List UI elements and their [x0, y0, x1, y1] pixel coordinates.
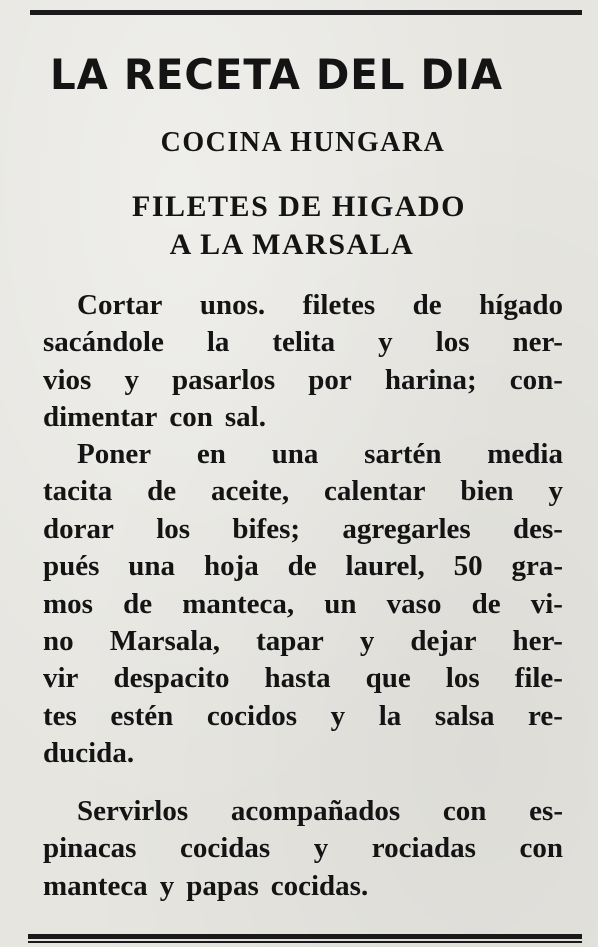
- cuisine-subtitle: COCINA HUNGARA: [160, 127, 446, 158]
- word: mos: [43, 587, 93, 620]
- text-line: [43, 436, 563, 473]
- word: dejar: [410, 625, 477, 658]
- word: bien: [460, 475, 514, 508]
- word: acompañados: [230, 795, 401, 827]
- top-rule: [30, 10, 582, 15]
- word: aceite,: [211, 475, 290, 508]
- text-line: [43, 660, 563, 697]
- word: her-: [512, 625, 563, 658]
- text-line: [43, 362, 563, 399]
- text-line: [43, 548, 563, 585]
- word: de: [471, 587, 501, 620]
- word: de: [412, 289, 442, 321]
- word: de: [123, 587, 153, 620]
- word: cocidas: [180, 832, 271, 865]
- word: Servirlos: [77, 795, 189, 827]
- word: Poner: [77, 438, 152, 470]
- column-title: LA RECETA DEL DIA: [50, 50, 504, 99]
- word: file-: [514, 662, 563, 695]
- word: con-: [509, 363, 563, 396]
- text-line: [43, 698, 563, 735]
- word: salsa: [434, 699, 495, 732]
- dish-name-line-1: FILETES DE HIGADO: [132, 190, 466, 223]
- word: agregarles: [342, 512, 471, 545]
- dish-name-line-2: A LA MARSALA: [169, 228, 415, 261]
- word: los: [435, 326, 470, 359]
- word: re-: [528, 699, 563, 732]
- word: es-: [529, 795, 563, 827]
- word: y: [313, 832, 329, 865]
- word: con: [169, 401, 213, 434]
- word: Cortar: [77, 289, 163, 321]
- word: dimentar: [43, 401, 158, 434]
- word: cocidas.: [270, 869, 369, 902]
- word: por: [308, 363, 352, 396]
- dish-name: [0, 188, 598, 264]
- word: la: [206, 326, 230, 359]
- word: la: [378, 699, 402, 732]
- word: hasta: [264, 662, 331, 695]
- word: tes: [43, 699, 77, 732]
- word: bifes;: [232, 512, 301, 545]
- word: sacándole: [43, 326, 164, 359]
- word: gra-: [511, 550, 563, 583]
- word: de: [147, 475, 177, 508]
- word: 50: [453, 550, 483, 583]
- word: des-: [513, 512, 563, 545]
- text-line: [43, 324, 563, 361]
- paragraph-3: [43, 793, 563, 905]
- word: telita: [272, 326, 336, 359]
- text-line: [43, 868, 563, 905]
- text-line: [43, 287, 563, 324]
- word: los: [156, 512, 191, 545]
- word: pinacas: [43, 832, 137, 865]
- word: una: [271, 438, 319, 470]
- word: manteca,: [182, 587, 295, 620]
- word: Marsala,: [109, 625, 221, 658]
- word: tacita: [43, 475, 113, 508]
- word: tapar: [256, 625, 324, 658]
- word: hígado: [479, 289, 563, 321]
- word: y: [378, 326, 393, 359]
- word: vir: [43, 662, 79, 695]
- word: sartén: [364, 438, 442, 470]
- text-line: [43, 586, 563, 623]
- word: vaso: [386, 587, 442, 620]
- text-line: [43, 473, 563, 510]
- word: los: [445, 662, 480, 695]
- word: en: [196, 438, 226, 470]
- word: papas: [186, 869, 259, 902]
- text-line: [43, 399, 563, 436]
- word: sal.: [224, 401, 266, 434]
- word: filetes: [302, 289, 376, 321]
- word: estén: [110, 699, 174, 732]
- word: con: [519, 832, 563, 865]
- text-line: [43, 623, 563, 660]
- word: y: [359, 625, 375, 658]
- text-line: [43, 793, 563, 830]
- word: dorar: [43, 512, 114, 545]
- word: y: [159, 869, 175, 902]
- word: que: [365, 662, 411, 695]
- word: harina;: [384, 363, 477, 396]
- text-line: [43, 735, 563, 772]
- word: calentar: [324, 475, 426, 508]
- word: y: [124, 363, 139, 396]
- word: ducida.: [43, 737, 135, 770]
- bottom-rule-thin: [28, 941, 582, 943]
- text-line: [43, 511, 563, 548]
- word: cocidos: [206, 699, 298, 732]
- word: pués: [43, 550, 100, 583]
- word: vios: [43, 363, 92, 396]
- word: vi-: [530, 587, 563, 620]
- paragraph-1: [43, 287, 563, 437]
- word: rociadas: [371, 832, 476, 865]
- bottom-rule: [28, 934, 582, 939]
- word: ner-: [512, 326, 563, 359]
- word: manteca: [43, 869, 148, 902]
- word: no: [43, 625, 74, 658]
- word: y: [330, 699, 346, 732]
- word: de: [287, 550, 317, 583]
- word: una: [128, 550, 176, 583]
- word: laurel,: [345, 550, 425, 583]
- word: un: [324, 587, 357, 620]
- word: despacito: [113, 662, 230, 695]
- word: y: [548, 475, 563, 508]
- word: unos.: [199, 289, 266, 321]
- word: hoja: [203, 550, 259, 583]
- word: con: [442, 795, 487, 827]
- word: pasarlos: [172, 363, 276, 396]
- text-line: [43, 830, 563, 867]
- paragraph-2: [43, 436, 563, 773]
- word: media: [487, 438, 563, 470]
